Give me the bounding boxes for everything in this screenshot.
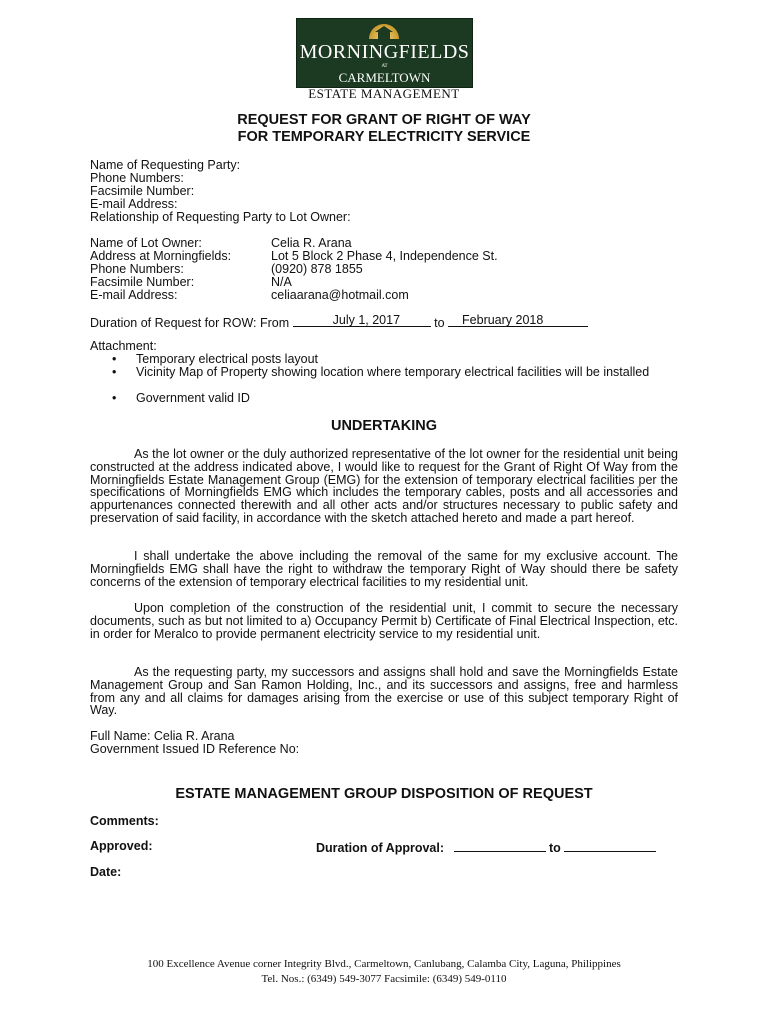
approval-from-blank bbox=[454, 839, 546, 852]
duration-from-field bbox=[293, 314, 431, 327]
attachment-label: Attachment: bbox=[90, 339, 157, 353]
requesting-party-phone-label: Phone Numbers: bbox=[90, 171, 184, 185]
duration-to-field bbox=[448, 314, 588, 327]
document-title-line-1: REQUEST FOR GRANT OF RIGHT OF WAY bbox=[237, 112, 531, 128]
requesting-party-email-label: E-mail Address: bbox=[90, 197, 178, 211]
undertaking-heading: UNDERTAKING bbox=[330, 418, 438, 434]
duration-approval-label: Duration of Approval: bbox=[316, 841, 445, 855]
bullet-icon: • bbox=[112, 391, 117, 405]
lot-owner-email-label: E-mail Address: bbox=[90, 288, 178, 302]
lot-owner-name-label: Name of Lot Owner: bbox=[90, 236, 202, 250]
duration-from-value: July 1, 2017 bbox=[332, 313, 401, 327]
lot-owner-fax: N/A bbox=[271, 275, 292, 289]
duration-to-value: February 2018 bbox=[462, 313, 544, 327]
lot-owner-fax-label: Facsimile Number: bbox=[90, 275, 195, 289]
footer-contact: Tel. Nos.: (6349) 549-3077 Facsimile: (6349) 549-0110 bbox=[261, 973, 507, 985]
gov-id-line: Government Issued ID Reference No: bbox=[90, 742, 300, 756]
relationship-label: Relationship of Requesting Party to Lot Owner: bbox=[90, 210, 351, 224]
lot-owner-address: Lot 5 Block 2 Phase 4, Independence St. bbox=[271, 249, 498, 263]
approved-label: Approved: bbox=[90, 839, 153, 853]
logo-at: AT bbox=[381, 64, 388, 69]
requesting-party-name-label: Name of Requesting Party: bbox=[90, 158, 241, 172]
document-title-line-2: FOR TEMPORARY ELECTRICITY SERVICE bbox=[237, 129, 531, 145]
undertaking-paragraph-4: As the requesting party, my successors and assigns shall hold and save the Morningfields Estate Management Group and San Ramon Holding, Inc., and its successors and assigns, free and harmless from any and all claims for damages arising from the exercise or use of this subject temporary Right of Way. bbox=[90, 665, 678, 718]
duration-to-label: to bbox=[434, 316, 445, 330]
lot-owner-email: celiaarana@hotmail.com bbox=[271, 288, 409, 302]
approval-to-blank bbox=[564, 839, 656, 852]
requesting-party-fax-label: Facsimile Number: bbox=[90, 184, 195, 198]
attachment-item: Temporary electrical posts layout bbox=[136, 352, 319, 366]
bullet-icon: • bbox=[112, 365, 117, 379]
company-logo bbox=[296, 18, 473, 88]
bullet-icon: • bbox=[112, 352, 117, 366]
footer-address: 100 Excellence Avenue corner Integrity Blvd., Carmeltown, Canlubang, Calamba City, Laguna, Philippines bbox=[147, 958, 621, 970]
attachment-item: Government valid ID bbox=[136, 391, 250, 405]
duration-approval-row bbox=[316, 839, 656, 855]
duration-label: Duration of Request for ROW: From bbox=[90, 316, 290, 330]
disposition-heading: ESTATE MANAGEMENT GROUP DISPOSITION OF REQUEST bbox=[175, 786, 593, 802]
estate-management-label: ESTATE MANAGEMENT bbox=[308, 86, 460, 101]
duration-row bbox=[90, 314, 588, 330]
logo-sub: CARMELTOWN bbox=[338, 70, 431, 85]
attachment-item: Vicinity Map of Property showing location where temporary electrical facilities will be installed bbox=[136, 365, 650, 379]
full-name-line: Full Name: Celia R. Arana bbox=[90, 729, 235, 743]
undertaking-paragraph-2: I shall undertake the above including the removal of the same for my exclusive account. The Morningfields EMG shall have the right to withdraw the temporary Right of Way should there be safety concerns of the extension of temporary electrical facilities to my residential unit. bbox=[90, 549, 678, 589]
comments-label: Comments: bbox=[90, 814, 159, 828]
logo-brand: MORNINGFIELDS bbox=[299, 41, 470, 63]
undertaking-paragraph-1: As the lot owner or the duly authorized representative of the lot owner for the residential unit being constructed at the address indicated above, I would like to request for the Grant of Right Of Way from the Morningfields Estate Management Group (EMG) for the extension of temporary electrical facilities per the specifications of Morningfields EMG which includes the temporary cables, posts and all accessories and appurtenances connected therewith and all other acts and/or structures necessary to public safety and preservation of said facility, in accordance with the sketch attached hereto and made a part hereof. bbox=[90, 447, 678, 525]
undertaking-paragraph-3: Upon completion of the construction of the residential unit, I commit to secure the necessary documents, such as but not limited to a) Occupancy Permit b) Certificate of Final Electrical Inspection, etc. in order for Meralco to provide permanent electricity service to my residential unit. bbox=[90, 601, 678, 641]
date-label: Date: bbox=[90, 865, 122, 879]
lot-owner-name: Celia R. Arana bbox=[271, 236, 352, 250]
lot-owner-phone-label: Phone Numbers: bbox=[90, 262, 184, 276]
lot-owner-phone: (0920) 878 1855 bbox=[271, 262, 363, 276]
lot-owner-address-label: Address at Morningfields: bbox=[90, 249, 232, 263]
house-icon bbox=[378, 31, 390, 39]
approval-to-label: to bbox=[548, 841, 561, 855]
